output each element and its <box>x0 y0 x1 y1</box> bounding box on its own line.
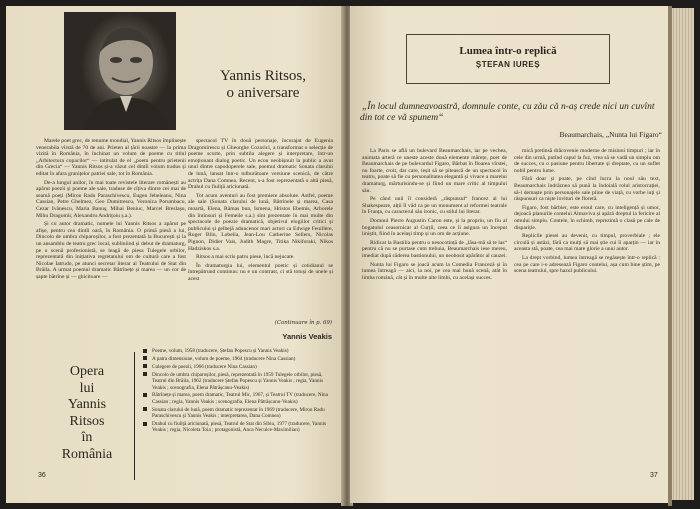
paragraph: Domnul Pierre Augustin Caron este, și la propriu, un fiu al bogatului ceasornicar al Curții, ceea ce îi asigura un început liniștit, fiind în același timp și un om de acțiune. <box>362 217 507 238</box>
book-binding <box>668 6 672 506</box>
paragraph: Fără doar și poate, pe cînd lucra la noul său text, Beaumarchais îndrăznea să pună la îndoială rolul aristocrației, să-l demaște prin personajele sale pline de viață, cu vorbe iuți și răspunsuri ca niște lovituri de floretă. <box>514 176 660 203</box>
continuation-note: (Continuare în p. 69) <box>274 320 332 326</box>
article-author: ȘTEFAN IUREȘ <box>475 60 541 69</box>
right-page <box>350 6 668 503</box>
list-item: Drahul cu fiuliță ariciunată, piesă, Teatrul de Stat din Sibiu, 1977 (traducere, Yannis Veakis ; regia, Nicoleta Toia ; protagonistă, Anca Neculce-Maximilian) <box>142 421 334 434</box>
paragraph: Marele poet grec, de renume mondial, Yannis Ritsos împlinește venerabila vîrstă de 70 de ani. Prieten al țării noastre — la prima vizită în România, în închinat un volum de poeme cu titlul „Arhitectura copacilor“ — intitulat de el „poem pentru prietenii din Grecia“ — Yannis Ritsos și-a văzut cel dintîi volum tradus și editat în afara granițelor patriei sale, tot în România. <box>36 138 186 177</box>
paragraph: Nunta lui Figaro se joacă acum la Comedia Franceză și în lumea întreagă — aici, la noi, pe cea mai bună scenă, atât în limba română, cât și în multe alte limbi, cu același succes. <box>362 261 507 281</box>
title-line-2: o aniversare <box>226 85 300 101</box>
paragraph: În dramaturgia lui, elementul poetic și cotidianul se întrepătrund continuu: nu e un contrast, ci stă totuși de unele și acest <box>188 262 333 282</box>
magazine-spread <box>6 6 694 506</box>
list-item: Bătrînețe și marea, poem dramatic, Teatrul Mic, 1967, și Teatrul TV (traducere, Nina Cassian ; regia, Yannis Veakis ; scenografia, Elena Pătrășcanu-Veakis) <box>142 392 334 405</box>
sidebar-title-line: Opera <box>69 364 105 379</box>
list-item: Sonata clarului de lună, poem dramatic reprezentat în 1969 (traducere, Miron Radu Paraschivescu și Yannis Veakis ; interpretarea, Dana Comnea) <box>142 407 334 420</box>
list-item: Culegere de poezii, 1966 (traducere Nina Cassian) <box>142 364 334 370</box>
article-title: Lumea într-o replică <box>459 45 557 57</box>
sidebar-title-line: Yannis <box>67 397 107 412</box>
sidebar-title-line: România <box>61 446 113 462</box>
left-column-1 <box>36 138 186 282</box>
left-page <box>6 6 344 503</box>
paragraph: Și cu autor dramatic, numele lui Yannis Ritsos a apărut pe afișe, pentru cea dintîi oară, în România. O primă piesă a lui, Dincolo de umbra chiparoșilor, a fost prezentată la București și la un ansamblu de teatru grec local, subliniind și debut de dramaturg, pe o scenă profesionistă, se leagă de piesa Tulegele orbilor, reprezentată din inițiativa regretatului om de cultură care a fost Nicolae Iatrudo, pe atunci secretar literar al Teatrului de Stat din Brăila. A urmat poemul dramatic Bătrînețe și marea — un cor de șapte bătrîne și — ghicitoare — <box>36 221 186 280</box>
epigraph-quote: „În locul dumneavoastră, domnule conte, cu zău că n-aș crede nici un cuvînt din tot ce vă spunem“ <box>360 102 655 123</box>
list-item: Poeme, volum, 1958 (traducere, Ștefan Popescu și Yannis Veakis) <box>142 348 334 354</box>
paragraph: Pe când unii îl consideră „răspunsul“ francez al lui Shakespeare, alții îl văd ca pe un monument al reformei teatrale în Franța, cu caracterul său ironic, cu stilul lui literar. <box>362 196 507 216</box>
page-number-right: 37 <box>650 472 658 479</box>
title-box <box>406 34 610 84</box>
bullet-icon <box>143 407 147 411</box>
article-title <box>194 68 332 102</box>
sidebar-title-line: Ritsos <box>69 413 105 429</box>
title-line-1: Yannis Ritsos, <box>219 68 306 84</box>
portrait-icon <box>64 12 176 130</box>
bullet-icon <box>143 422 147 426</box>
bullet-icon <box>143 393 147 397</box>
page-number-left: 36 <box>38 472 46 479</box>
paragraph: Replicile piesei au devenit, cu timpul, proverbiale ; ele circulă și astăzi, fără ca mulți să mai știe cui îi aparțin — iar în aceasta stă, poate, cea mai mare glorie a unui autor. <box>514 233 660 253</box>
works-list <box>142 348 334 435</box>
sidebar-title-line: lui <box>79 380 95 396</box>
bullet-icon <box>143 349 147 353</box>
left-column-2 <box>188 138 333 284</box>
portrait-photo <box>64 12 176 130</box>
paragraph: La drept vorbind, lumea întreagă se regăsește într-o replică : cea pe care i-o adresează Figaro contelui, așa cum bine știm, pe scena teatrului, spre hazul publicului. <box>514 254 660 275</box>
right-column-2 <box>514 148 660 277</box>
right-column-1 <box>362 148 507 283</box>
paragraph: Tot acum aventuri au fost premiere absolute. Astfel, poeme ale sale (Sonata clarului de lună, Bătrînele și marea, Casa moartă, Elena, Rămas bun, Ismena, Hristos Ebemis, Arborele din întinsuri și Femeile s.a.) sînt prezentate în mai multe din spectacole de poezie dramatică, objetivul elogiilor critici și publicului și gelbejă aduncenor mari actori ca Edwige Feuillère, Roger Blin, Lobelia, Jean-Lou Catherine Sellers, Nicolas Pignon, Didier Vais, Judith Magre, Titika Nikiforaki, Nikos Hadziskos s.a. <box>188 192 333 252</box>
article-author: Yannis Veakis <box>282 332 332 341</box>
paragraph: La Paris se află un bulevard Beaumarchais, iar pe vechea, animata arteră ce uneste aceste două elemente mărețe, poet de Beaumarchais de pe bulevardul Figaro, Bărbat în floarea vîrstei, nu foarte, croit, dar care, ieșit să se pitească de un spectacol în teatru, poate să fie cu personalitatea elegantă și vivace a marelui dramaturg, mărturisindu-se și fiind un mare critic al timpului său. <box>362 148 507 194</box>
sidebar-title-line: în <box>81 430 93 445</box>
paragraph: spectacol TV în două personaje, încurajat de Eugenia Dragomirescu și Gheorghe Cozorici, a transformat o selecție de poeme scurte, prin subtila alegere și interpretare, într-un emoționant dialog poetic. Un ecou neobișnuit la public a avut unul dintre capodoperele sale, poemul dramatic Sonata clarului de lună, lansat într-o tulburătoare versiune scenică, de către actrița Dana Comnea. Recent, s-a fost reprezentată o altă piesă, Drahul cu fiuliță ariciunată. <box>188 138 333 191</box>
paragraph: mică pretinsă drăcovenie moderne de misiuni timpuri ; iar în cele din urmă, putînd capul la fuz, vrea să se vadă un simplu om de succes, cu o pasiune pentru libertate și dreptate, cu un suflet nobil pentru lume. <box>514 148 660 174</box>
paragraph: Ritsos a mai scris patru piese, încă nejucate. <box>196 254 295 261</box>
paragraph: Ridicat la Bastilia pentru o nesocotință de „lăsa-mă să te las“ pentru că nu se purtase cum trebuia, Beaumarchais iese mereu, imediat după căderea bastionului, un neobosit apărător al cauzei. <box>362 239 507 259</box>
list-item: A patra dimensiune, volum de poeme, 1964 (traducere Nina Cassian) <box>142 356 334 362</box>
bullet-icon <box>143 372 147 376</box>
epigraph-source: Beaumarchais, „Nunta lui Figaro“ <box>559 130 662 139</box>
list-item: Dincolo de umbra chiparoșilor, piesă, reprezentată în 1959 Tulegele orbilor, piesă, Teatrul din Brăila, 1962 (traducere Ștefan Popescu și Yannis Veakis ; regia, Yannis Veakis ; scenografia, Elena Pătrășcanu-Veakis) <box>142 372 334 391</box>
paragraph: De-a lungul anilor, în mai toate revistele literare românești au apărut poezii și poeme ale sale, traduse de cîțiva dintre cei mai de seamă poeți (Miron Radu Paraschivescu, Eugen Jebeleanu, Nina Cassian, Petre Ghelmez, Geo Dumitrescu, Veronica Porumbacu, Cezar Ivănescu, Maria Banuș, Mihai Beniuc, Marcel Breslașu, Mihu Dragomir, Alexandru Andrițoiu ș.a.). <box>36 179 186 219</box>
bullet-icon <box>143 364 147 368</box>
paragraph: Figaro, fost bărbier, este eroul care, cu inteligență și umor, dejoacă planurile contelui Almaviva și apără dreptul la fericire al omului simplu. Contele, în schimb, reprezintă o clasă pe cale de dispariție. <box>514 204 660 231</box>
sidebar-title <box>42 364 132 463</box>
bullet-icon <box>143 356 147 360</box>
